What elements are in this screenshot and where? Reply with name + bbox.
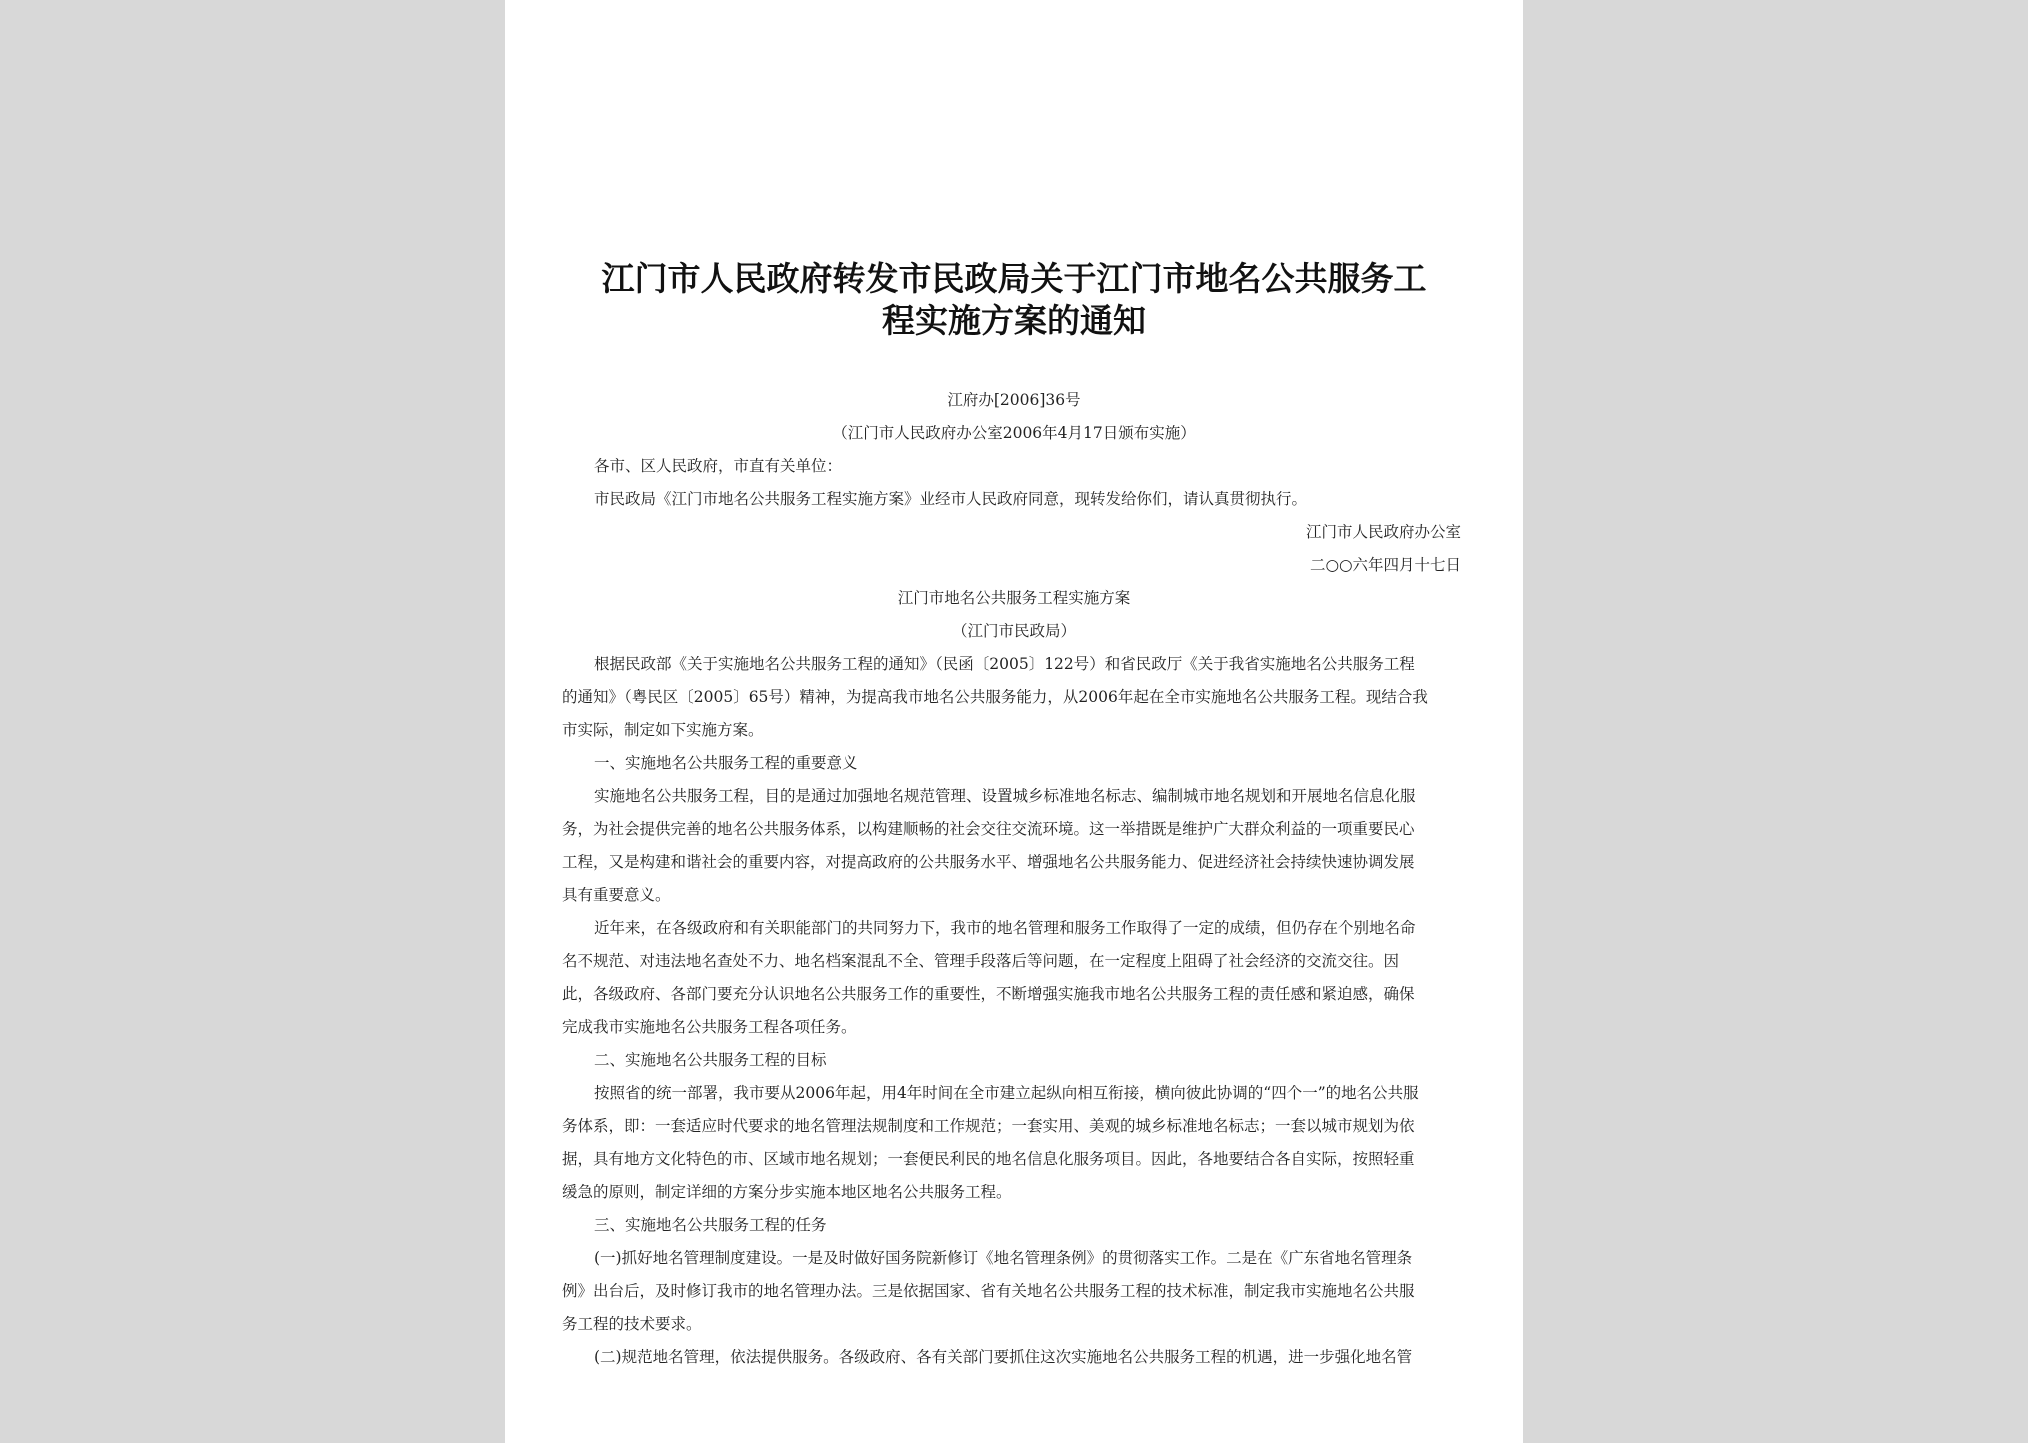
- paragraph-line: 务体系，即：一套适应时代要求的地名管理法规制度和工作规范；一套实用、美观的城乡标准地名标志；一套以城市规划为依: [562, 1117, 1415, 1135]
- paragraph-line: 工程，又是构建和谐社会的重要内容，对提高政府的公共服务水平、增强地名公共服务能力、促进经济社会持续快速协调发展: [562, 853, 1415, 871]
- forward-text: 市民政局《江门市地名公共服务工程实施方案》业经市人民政府同意，现转发给你们，请认真贯彻执行。: [594, 490, 1308, 508]
- paragraph-line: 名不规范、对违法地名查处不力、地名档案混乱不全、管理手段落后等问题，在一定程度上阻碍了社会经济的交流交往。因: [562, 952, 1400, 970]
- paragraph-line: (一)抓好地名管理制度建设。一是及时做好国务院新修订《地名管理条例》的贯彻落实工作。二是在《广东省地名管理条: [594, 1249, 1413, 1267]
- paragraph-line: 缓急的原则，制定详细的方案分步实施本地区地名公共服务工程。: [562, 1183, 1012, 1201]
- plan-author: （江门市民政局）: [951, 622, 1076, 640]
- document-title: 江门市人民政府转发市民政局关于江门市地名公共服务工程实施方案的通知: [601, 259, 1427, 340]
- paragraph-line: 务，为社会提供完善的地名公共服务体系，以构建顺畅的社会交往交流环境。这一举措既是维护广大群众利益的一项重要民心: [562, 820, 1415, 838]
- section-heading: 一、实施地名公共服务工程的重要意义: [594, 754, 858, 772]
- document-page: [505, 0, 1523, 1443]
- paragraph-line: 此，各级政府、各部门要充分认识地名公共服务工作的重要性，不断增强实施我市地名公共服务工程的责任感和紧迫感，确保: [562, 985, 1415, 1003]
- section-heading: 二、实施地名公共服务工程的目标: [594, 1051, 827, 1069]
- paragraph-line: 市实际，制定如下实施方案。: [562, 721, 764, 739]
- paragraph-line: 实施地名公共服务工程，目的是通过加强地名规范管理、设置城乡标准地名标志、编制城市地名规划和开展地名信息化服: [594, 787, 1416, 805]
- paragraph-line: 完成我市实施地名公共服务工程各项任务。: [562, 1018, 857, 1036]
- paragraph-line: (二)规范地名管理，依法提供服务。各级政府、各有关部门要抓住这次实施地名公共服务工程的机遇，进一步强化地名管: [594, 1348, 1413, 1366]
- paragraph-line: 具有重要意义。: [562, 886, 671, 904]
- paragraph-line: 据，具有地方文化特色的市、区域市地名规划；一套便民利民的地名信息化服务项目。因此，各地要结合各自实际，按照轻重: [562, 1150, 1415, 1168]
- plan-title: 江门市地名公共服务工程实施方案: [897, 589, 1131, 607]
- document-number: 江府办[2006]36号: [947, 391, 1081, 409]
- paragraph-line: 的通知》（粤民区〔2005〕65号）精神，为提高我市地名公共服务能力，从2006年起在全市实施地名公共服务工程。现结合我: [562, 688, 1428, 706]
- paragraph-line: 例》出台后，及时修订我市的地名管理办法。三是依据国家、省有关地名公共服务工程的技术标准，制定我市实施地名公共服: [562, 1282, 1415, 1300]
- paragraph-line: 按照省的统一部署，我市要从2006年起，用4年时间在全市建立起纵向相互衔接，横向彼此协调的“四个一”的地名公共服: [594, 1084, 1419, 1102]
- section-heading: 三、实施地名公共服务工程的任务: [594, 1216, 827, 1234]
- signature-org: 江门市人民政府办公室: [1305, 523, 1461, 541]
- signature-date: 二○○六年四月十七日: [1309, 556, 1461, 574]
- issued-note: （江门市人民政府办公室2006年4月17日颁布实施）: [832, 424, 1196, 442]
- paragraph-line: 务工程的技术要求。: [562, 1315, 702, 1333]
- paragraph-line: 根据民政部《关于实施地名公共服务工程的通知》（民函〔2005〕122号）和省民政厅《关于我省实施地名公共服务工程: [594, 655, 1415, 673]
- addressee: 各市、区人民政府，市直有关单位：: [594, 457, 843, 475]
- paragraph-line: 近年来，在各级政府和有关职能部门的共同努力下，我市的地名管理和服务工作取得了一定的成绩，但仍存在个别地名命: [594, 919, 1416, 937]
